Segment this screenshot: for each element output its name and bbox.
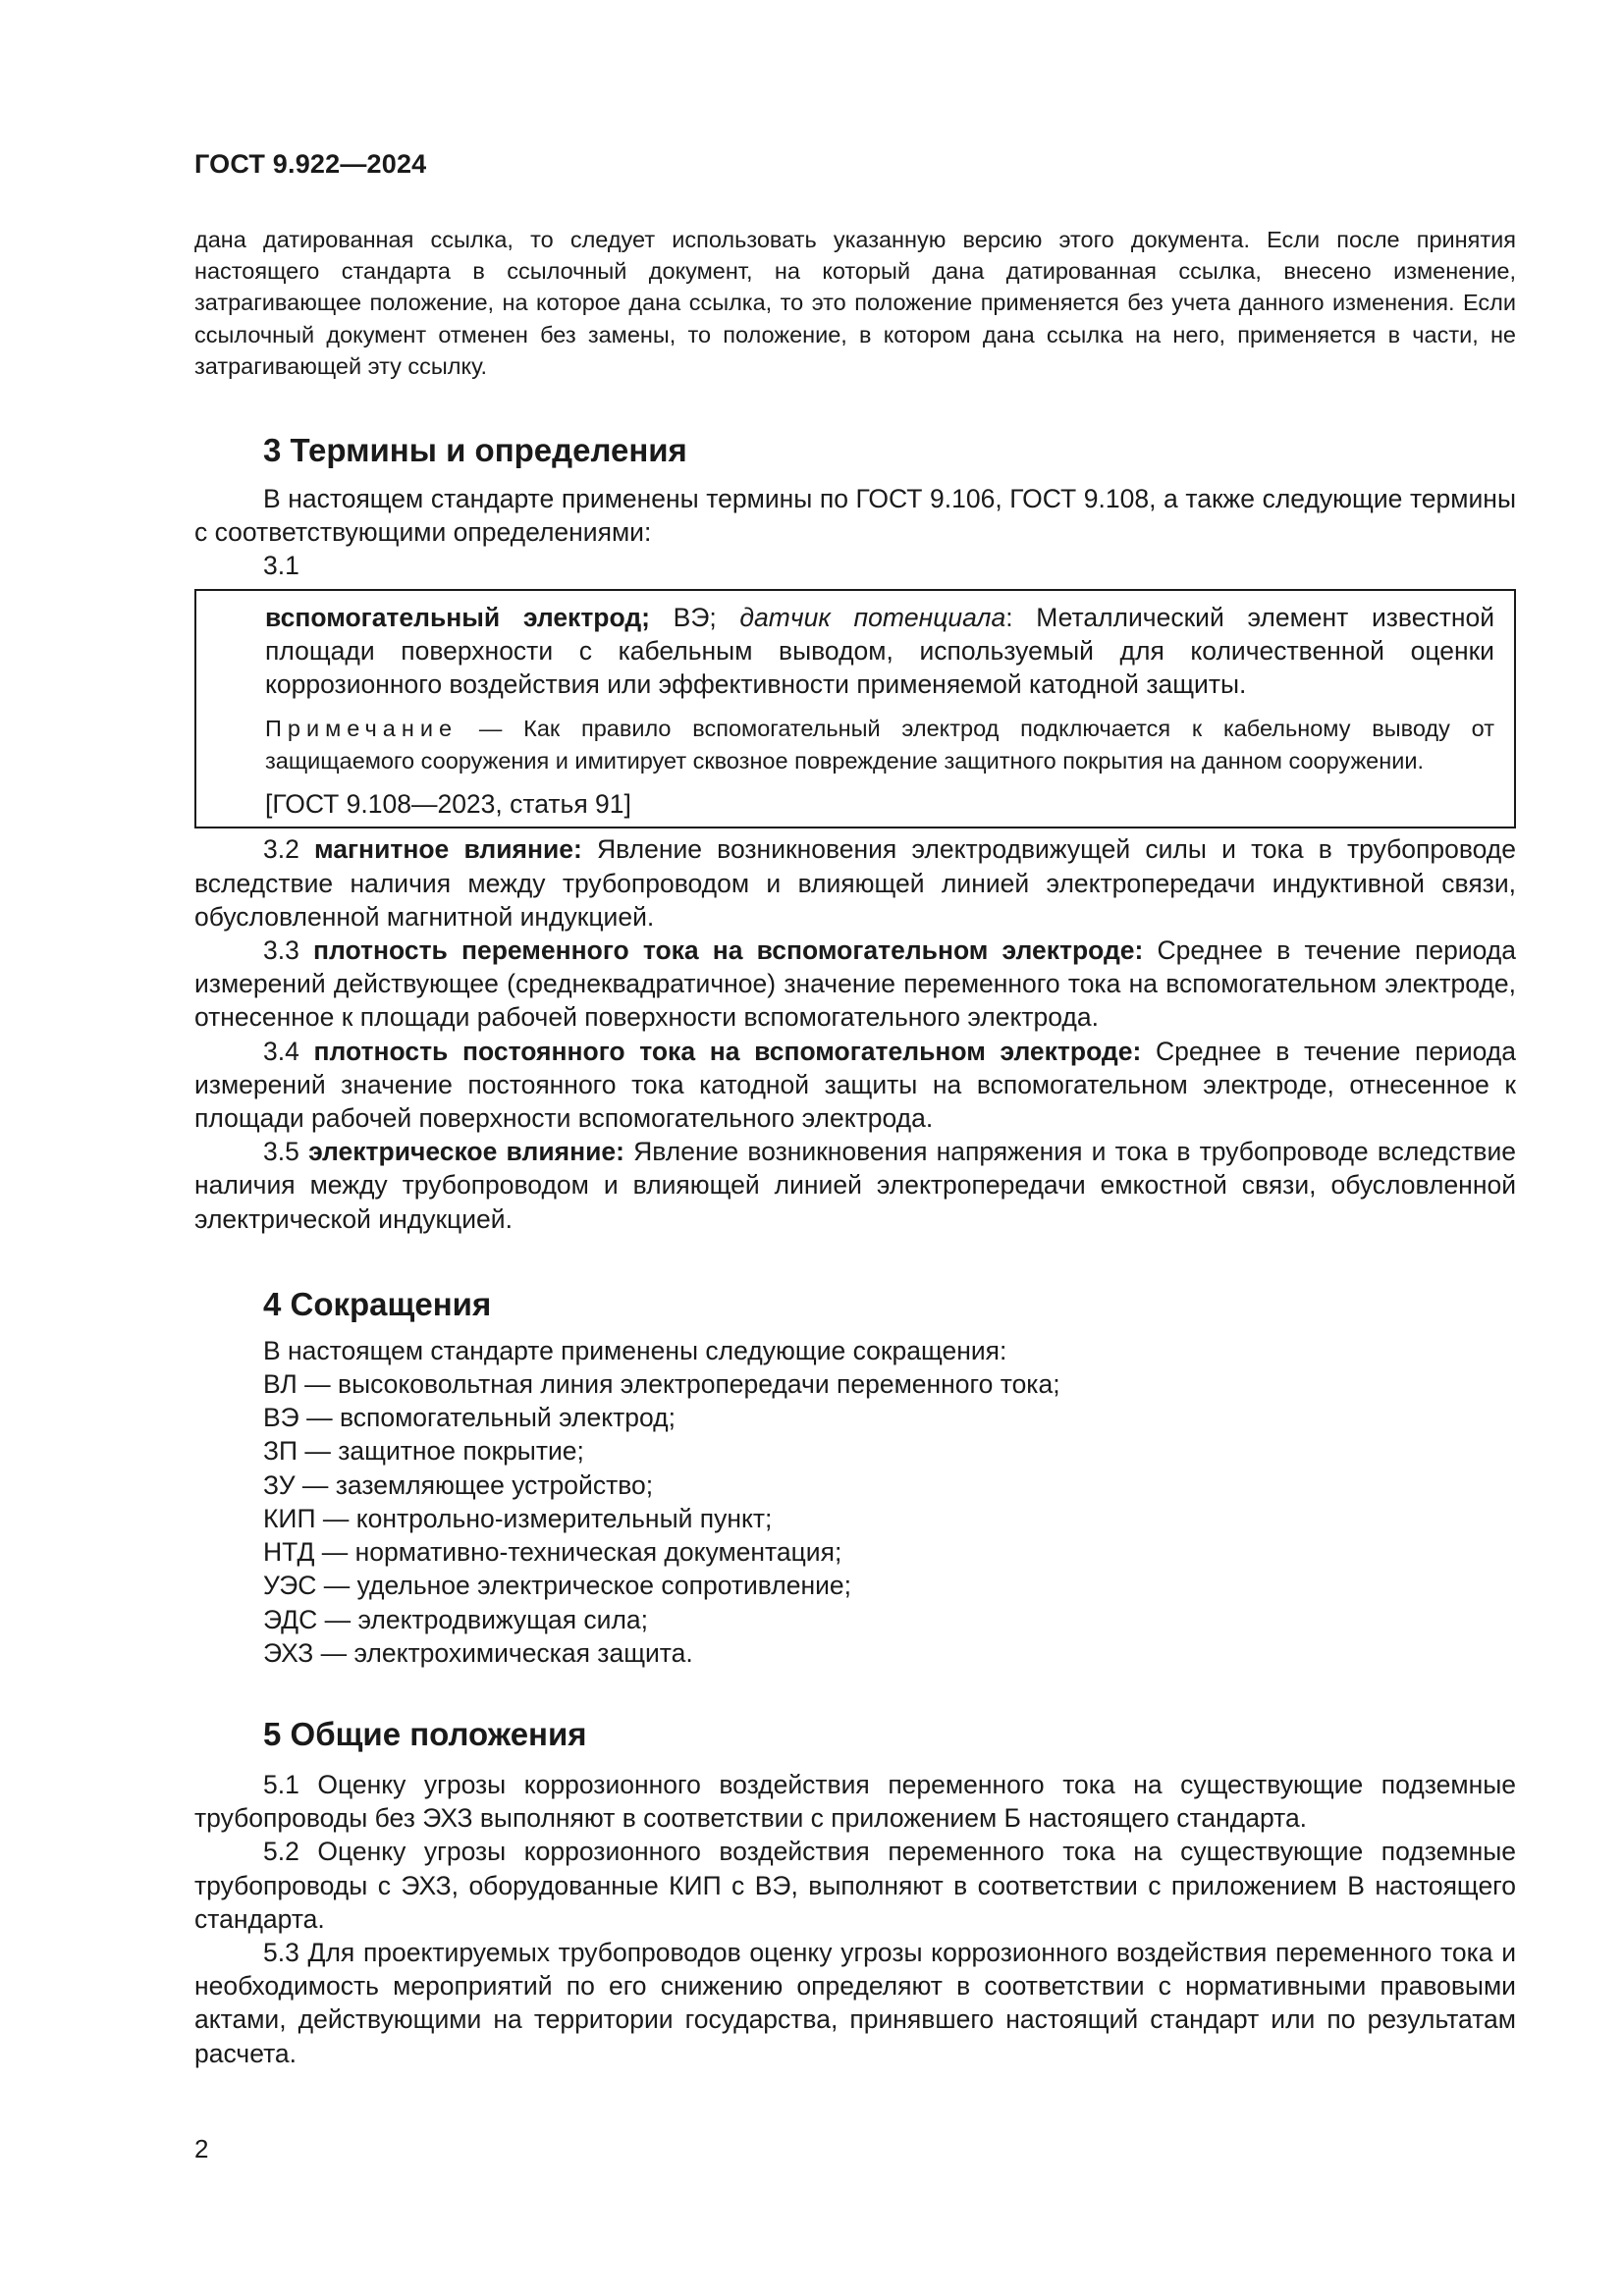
list-item: ЗП — защитное покрытие; — [263, 1436, 584, 1467]
list-item: НТД — нормативно-техническая документация; — [263, 1537, 842, 1568]
term-3-1-number: 3.1 — [263, 551, 299, 581]
term-3-1-synonym: датчик потенциала — [739, 602, 1006, 632]
clause-5-1: 5.1 Оценку угрозы коррозионного воздействия переменного тока на существующие подземные трубопроводы без ЭХЗ выполняют в соответствии с приложением Б настоящего стандарта. — [194, 1769, 1516, 1834]
term-name: магнитное влияние: — [314, 834, 582, 865]
term-3-2 — [194, 832, 1516, 934]
term-3-1-name: вспомогательный электрод; — [265, 602, 650, 632]
term-3-1-source: [ГОСТ 9.108—2023, статья 91] — [265, 789, 631, 820]
term-3-1-abbr: ВЭ; — [649, 602, 740, 632]
term-name: плотность постоянного тока на вспомогательном электроде: — [313, 1036, 1142, 1066]
section-3-title: 3 Термины и определения — [263, 432, 687, 469]
list-item: ЗУ — заземляющее устройство; — [263, 1469, 654, 1500]
clause-5-3: 5.3 Для проектируемых трубопроводов оценку угрозы коррозионного воздействия переменного тока и необходимость мероприятий по его снижению определяют в соответствии с нормативными правовыми актами, действующими на территории государства, принявшего настоящий стандарт или по результатам расчета. — [194, 1937, 1516, 2068]
page-content — [194, 224, 1516, 2070]
section-3-intro: В настоящем стандарте применены термины по ГОСТ 9.106, ГОСТ 9.108, а также следующие термины с соответствующими определениями: — [194, 484, 1516, 548]
term-number: 3.3 — [263, 935, 313, 966]
term-name: электрическое влияние: — [308, 1137, 624, 1167]
abbreviation-list — [194, 1367, 1516, 1670]
list-item: ВЭ — вспомогательный электрод; — [263, 1403, 676, 1433]
term-definition: Среднее в течение периода измерений значение постоянного тока катодной защиты на вспомогательном электроде, отнесенное к площади рабочей поверхности вспомогательного электрода. — [194, 1036, 1516, 1134]
term-3-3 — [194, 934, 1516, 1035]
document-code: ГОСТ 9.922—2024 — [194, 149, 427, 179]
term-number: 3.4 — [263, 1036, 314, 1066]
term-name: плотность переменного тока на вспомогательном электроде: — [312, 935, 1144, 966]
term-number: 3.5 — [263, 1137, 309, 1167]
note-text: — Как правило вспомогательный электрод подключается к кабельному выводу от защищаемого сооружения и имитирует сквозное повреждение защитного покрытия на данном сооружении. — [265, 716, 1494, 774]
term-definition: Явление возникновения напряжения и тока в трубопроводе вследствие наличия между трубопроводом и влияющей линией электропередачи емкостной связи, обусловленной электрической индукцией. — [194, 1137, 1516, 1234]
term-number: 3.2 — [263, 834, 315, 865]
page-number: 2 — [194, 2134, 209, 2163]
list-item: КИП — контрольно-измерительный пункт; — [263, 1503, 773, 1533]
term-3-1-note — [265, 713, 1494, 777]
list-item: ЭХЗ — электрохимическая защита. — [263, 1637, 693, 1668]
section-4-title: 4 Сокращения — [263, 1285, 492, 1322]
term-3-1-box — [194, 589, 1516, 829]
list-item: ЭДС — электродвижущая сила; — [263, 1604, 649, 1634]
term-definition: Среднее в течение периода измерений действующее (среднеквадратичное) значение переменного тока на вспомогательном электроде, отнесенное к площади рабочей поверхности вспомогательного электрода. — [194, 935, 1516, 1033]
section-5-title: 5 Общие положения — [263, 1715, 587, 1752]
term-3-1-definition — [265, 601, 1494, 702]
term-3-1-def-text: : Металлический элемент известной площади поверхности с кабельным выводом, используемый для количественной оценки коррозионного воздействия или эффективности применяемой катодной защиты. — [265, 602, 1495, 700]
clause-5-2: 5.2 Оценку угрозы коррозионного воздействия переменного тока на существующие подземные трубопроводы с ЭХЗ, оборудованные КИП с ВЭ, выполняют в соответствии с приложением В настоящего стандарта. — [194, 1837, 1516, 1934]
section-4-intro: В настоящем стандарте применены следующие сокращения: — [263, 1335, 1007, 1365]
list-item: ВЛ — высоковольтная линия электропередачи переменного тока; — [263, 1369, 1060, 1400]
note-label: Примечание — [265, 716, 459, 742]
term-definition: Явление возникновения электродвижущей силы и тока в трубопроводе вследствие наличия между трубопроводом и влияющей линией электропередачи индуктивной связи, обусловленной магнитной индукцией. — [194, 834, 1516, 932]
list-item: УЭС — удельное электрическое сопротивление; — [263, 1571, 852, 1601]
term-3-4 — [194, 1035, 1516, 1136]
term-3-5 — [194, 1135, 1516, 1236]
intro-paragraph: дана датированная ссылка, то следует использовать указанную версию этого документа. Если после принятия настоящего стандарта в ссылочный документ, на который дана датированная ссылка, внесено изменение, затрагивающее положение, на которое дана ссылка, то это положение применяется без учета данного изменения. Если ссылочный документ отменен без замены, то положение, в котором дана ссылка на него, применяется в части, не затрагивающей эту ссылку. — [194, 227, 1516, 379]
